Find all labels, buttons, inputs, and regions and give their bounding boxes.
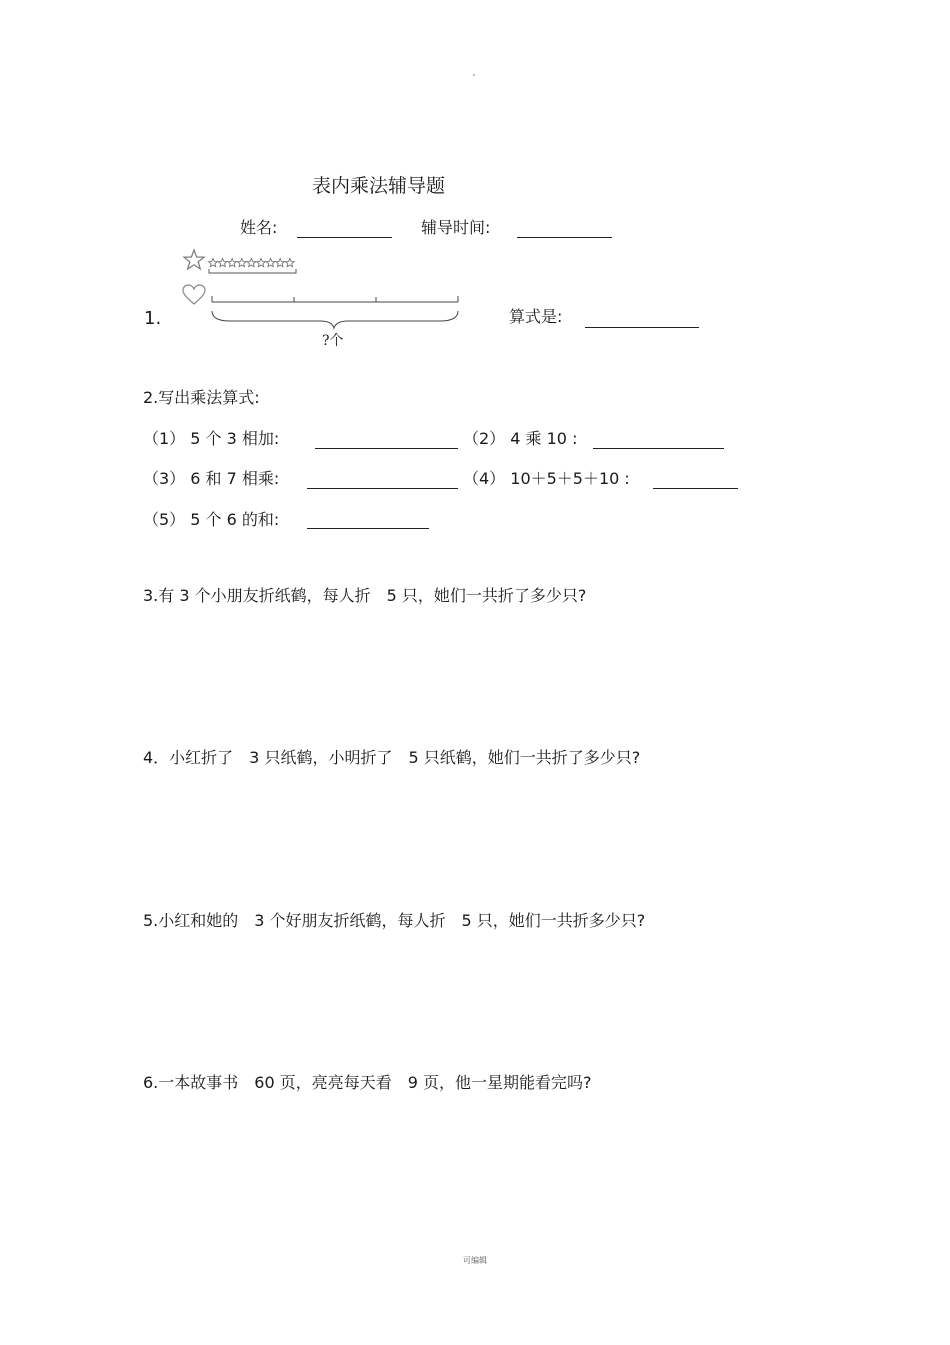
q5-text: 5.小红和她的 3 个好朋友折纸鹤，每人折 5 只，她们一共折多少只? [143, 911, 646, 930]
name-blank[interactable] [297, 237, 392, 238]
heart-icon [182, 284, 206, 306]
small-star-icon [266, 258, 275, 266]
small-star-icon [237, 258, 246, 266]
q2-title: 2.写出乘法算式: [143, 388, 260, 407]
q2-item-4-label: （4） 10＋5＋5＋10 : [463, 469, 630, 488]
brace-label: ?个 [322, 333, 344, 349]
time-label: 辅导时间: [421, 218, 491, 237]
q4-text: 4．小红折了 3 只纸鹤，小明折了 5 只纸鹤，她们一共折了多少只? [143, 748, 641, 767]
star-row-bracket [209, 269, 296, 273]
q2-item-2-blank[interactable] [593, 448, 724, 449]
small-star-icon [209, 258, 218, 266]
q6-text: 6.一本故事书 60 页，亮亮每天看 9 页，他一星期能看完吗? [143, 1073, 592, 1092]
time-blank[interactable] [517, 237, 612, 238]
q2-item-5-blank[interactable] [307, 528, 429, 529]
page-title: 表内乘法辅导题 [312, 175, 446, 197]
small-star-icon [228, 258, 237, 266]
q2-item-5-label: （5） 5 个 6 的和: [143, 510, 280, 529]
q1-formula-label: 算式是: [509, 307, 563, 326]
q2-item-4-blank[interactable] [653, 488, 738, 489]
q3-text: 3.有 3 个小朋友折纸鹤，每人折 5 只，她们一共折了多少只? [143, 586, 587, 605]
q2-item-3-blank[interactable] [307, 488, 458, 489]
q2-item-1-blank[interactable] [315, 448, 458, 449]
small-star-icon [276, 258, 285, 266]
small-star-icon [285, 258, 294, 266]
name-label: 姓名: [240, 218, 278, 237]
q2-item-3-label: （3） 6 和 7 相乘: [143, 469, 280, 488]
small-star-icon [218, 258, 227, 266]
star-row-diagram [208, 256, 298, 276]
q2-item-2-label: （2） 4 乘 10 : [463, 429, 578, 448]
q1-formula-blank[interactable] [585, 327, 699, 328]
small-star-icon [247, 258, 256, 266]
star-icon [183, 249, 205, 271]
q1-number: 1. [144, 308, 162, 329]
footer-editable: 可编辑 [463, 1256, 487, 1265]
q2-item-1-label: （1） 5 个 3 相加: [143, 429, 280, 448]
page-dot [473, 74, 475, 76]
small-star-icon [257, 258, 266, 266]
